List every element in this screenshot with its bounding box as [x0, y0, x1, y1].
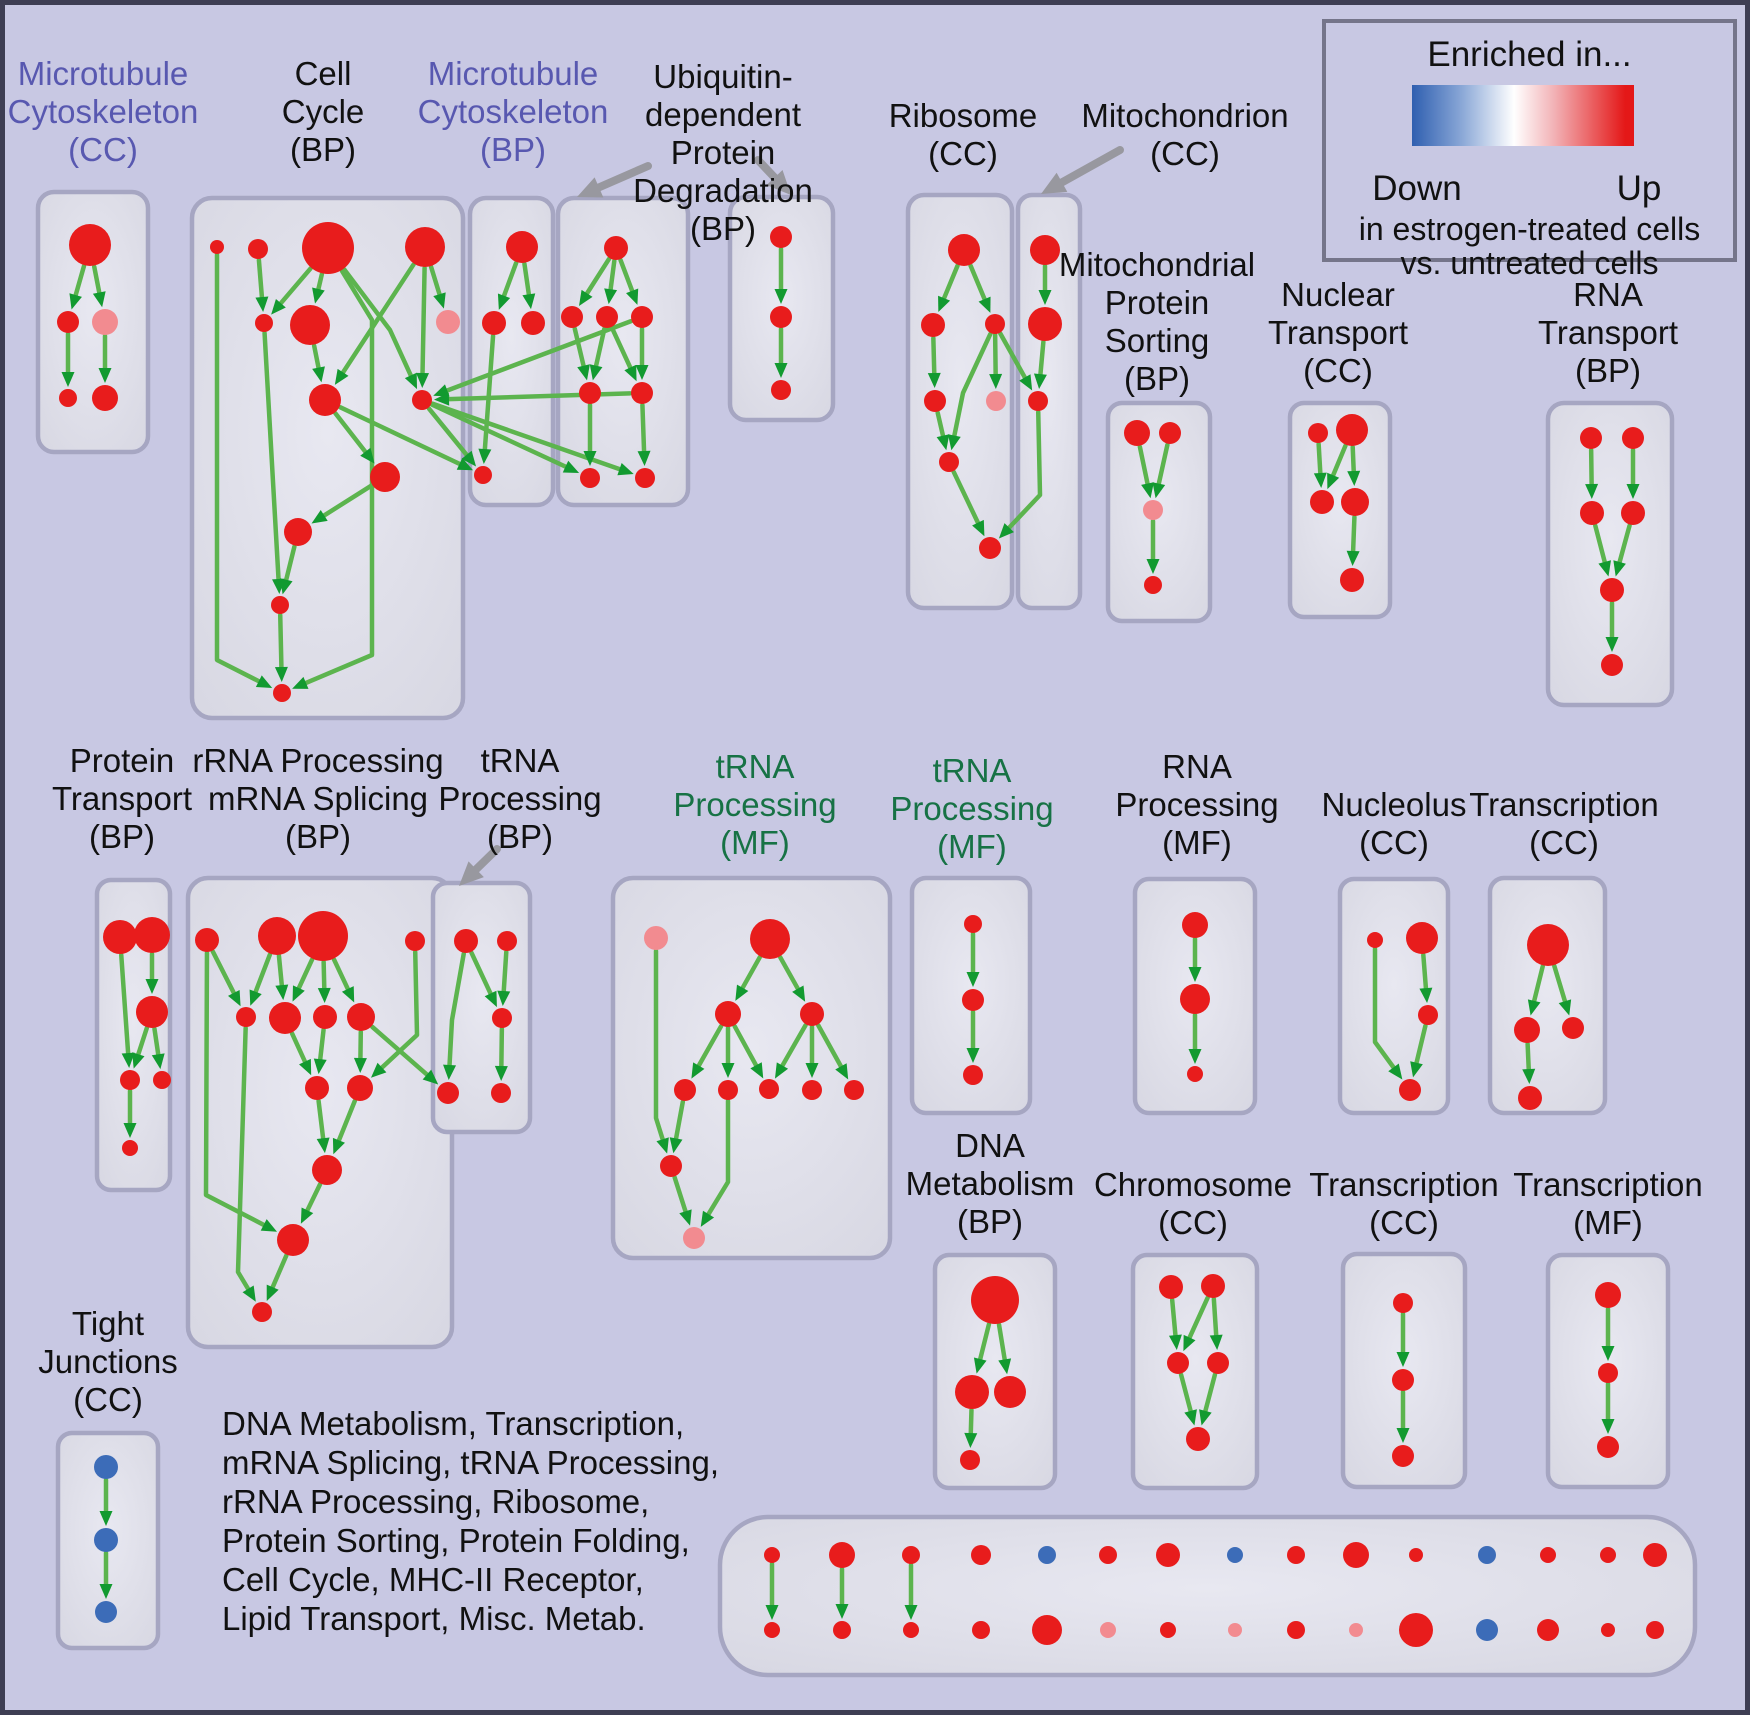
go-term-node-r6 [1028, 391, 1048, 411]
go-term-node-n2 [1336, 414, 1368, 446]
group-label-mito: Mitochondrion (CC) [1081, 97, 1289, 172]
group-label-rib: Ribosome (CC) [888, 97, 1038, 172]
go-term-node-u4 [631, 306, 653, 328]
go-term-node-u1 [604, 236, 628, 260]
go-term-node-r3 [985, 314, 1005, 334]
go-term-node-c7 [309, 384, 341, 416]
go-term-node-w14b [1601, 1623, 1615, 1637]
go-term-node-w12b [1476, 1619, 1498, 1641]
edge-k2-k3-shaft [504, 952, 507, 991]
edge-r3-r5-shaft [995, 335, 996, 374]
group-box-chr [1133, 1255, 1257, 1488]
go-term-node-d1 [971, 1276, 1019, 1324]
go-term-node-w8b [1228, 1623, 1242, 1637]
go-term-node-g1 [644, 926, 668, 950]
group-label-mbp: Microtubule Cytoskeleton (BP) [417, 55, 609, 168]
edge-c4-c9-shaft [423, 268, 425, 373]
go-term-node-e3 [298, 911, 348, 961]
go-term-node-g6 [718, 1080, 738, 1100]
edge-j2-j3-shaft [1423, 955, 1426, 988]
go-term-node-k2 [497, 931, 517, 951]
go-term-node-c12 [273, 684, 291, 702]
go-term-node-e7 [313, 1005, 337, 1029]
go-term-node-w15a [1643, 1543, 1667, 1567]
go-term-node-w1b [764, 1622, 780, 1638]
go-term-node-e12 [277, 1224, 309, 1256]
go-term-node-e6 [269, 1002, 301, 1034]
go-term-node-q3 [1580, 501, 1604, 525]
go-term-node-g5 [674, 1079, 696, 1101]
go-term-node-n1 [1308, 423, 1328, 443]
go-term-node-d2 [955, 1375, 989, 1409]
group-label-cc: Cell Cycle (BP) [281, 55, 365, 168]
go-term-node-w3a [902, 1546, 920, 1564]
go-term-node-tj1 [94, 1455, 118, 1479]
edge-d2-d4-shaft [971, 1410, 972, 1433]
go-term-node-w7b [1160, 1622, 1176, 1638]
go-term-node-c11 [271, 596, 289, 614]
go-term-node-j2 [1406, 922, 1438, 954]
go-term-node-u5 [579, 382, 601, 404]
go-term-node-c9 [412, 390, 432, 410]
go-term-node-w4a [971, 1545, 991, 1565]
go-term-node-p4 [120, 1070, 140, 1090]
go-term-node-r4 [924, 390, 946, 412]
legend-down-label [1372, 169, 1462, 209]
go-term-node-s4 [1144, 576, 1162, 594]
go-term-node-m1 [506, 231, 538, 263]
go-term-node-e9 [305, 1076, 329, 1100]
go-term-node-z2 [1598, 1363, 1618, 1383]
go-term-node-m2 [482, 311, 506, 335]
go-term-node-w10b [1349, 1623, 1363, 1637]
edge-x2-x4-shaft [1528, 1044, 1529, 1069]
legend-context-line1: in estrogen-treated cells [1358, 211, 1701, 247]
go-term-node-a3 [92, 309, 118, 335]
annot-line: DNA Metabolism, Transcription, [222, 1405, 685, 1442]
go-term-node-p6 [122, 1140, 138, 1156]
edge-r2-r4-shaft [933, 338, 934, 373]
go-term-node-s3 [1143, 500, 1163, 520]
group-label-msort: Mitochondrial Protein Sorting (BP) [1058, 246, 1256, 397]
group-label-ub: Ubiquitin-dependent Protein Degradation (BP) [633, 58, 813, 247]
go-term-node-f2 [1201, 1274, 1225, 1298]
go-term-node-h3 [963, 1065, 983, 1085]
go-term-node-h1 [964, 915, 982, 933]
go-term-node-q2 [1622, 427, 1644, 449]
go-term-node-i2 [1180, 984, 1210, 1014]
go-term-node-g4 [800, 1002, 824, 1026]
group-label-rrna: rRNA Processing mRNA Splicing (BP) [192, 742, 444, 855]
annot-line: rRNA Processing, Ribosome, [222, 1483, 650, 1520]
group-label-tcc2: Transcription (CC) [1309, 1166, 1499, 1241]
group-label-trmf2: tRNA Processing (MF) [890, 752, 1054, 865]
go-term-node-u7 [580, 468, 600, 488]
go-term-node-p3 [136, 996, 168, 1028]
go-term-node-e4 [405, 931, 425, 951]
legend-up-text: Up [1616, 169, 1662, 208]
go-term-node-w13a [1540, 1547, 1556, 1563]
go-term-node-w10a [1343, 1542, 1369, 1568]
group-label-rtr: RNA Transport (BP) [1538, 276, 1678, 389]
group-box-tcc1 [1490, 878, 1605, 1113]
go-term-node-k4 [437, 1082, 459, 1104]
go-term-node-u8 [635, 468, 655, 488]
go-term-node-w6a [1099, 1546, 1117, 1564]
legend-down-text: Down [1372, 169, 1462, 208]
go-term-node-c2 [248, 239, 268, 259]
annot-line: mRNA Splicing, tRNA Processing, [222, 1444, 720, 1481]
go-term-node-w3b [903, 1622, 919, 1638]
go-term-node-g11 [683, 1227, 705, 1249]
go-term-node-e11 [312, 1155, 342, 1185]
go-term-node-j1 [1367, 932, 1383, 948]
go-term-node-u2 [561, 306, 583, 328]
go-term-node-w12a [1478, 1546, 1496, 1564]
go-term-node-g10 [660, 1155, 682, 1177]
group-box-bottom [720, 1517, 1695, 1675]
go-term-node-e2 [258, 917, 296, 955]
go-term-node-g9 [844, 1080, 864, 1100]
go-term-node-y3 [1392, 1445, 1414, 1467]
go-term-node-r8 [979, 537, 1001, 559]
go-term-node-f4 [1207, 1352, 1229, 1374]
go-term-node-a4 [59, 389, 77, 407]
go-term-node-d3 [994, 1376, 1026, 1408]
go-term-node-w11a [1409, 1548, 1423, 1562]
go-term-node-g2 [750, 919, 790, 959]
group-label-tcc1: Transcription (CC) [1469, 786, 1659, 861]
go-term-node-w6b [1100, 1622, 1116, 1638]
go-term-node-v3 [771, 380, 791, 400]
go-term-node-x2 [1514, 1017, 1540, 1043]
go-term-node-h2 [962, 989, 984, 1011]
go-term-node-r7 [939, 452, 959, 472]
group-label-mcc: Microtubule Cytoskeleton (CC) [7, 55, 199, 168]
go-term-node-y1 [1393, 1293, 1413, 1313]
group-label-tmf: Transcription (MF) [1513, 1166, 1703, 1241]
go-term-node-k1 [454, 929, 478, 953]
edge-e2-e6-shaft [279, 956, 282, 985]
go-term-node-q1 [1580, 427, 1602, 449]
go-term-node-f1 [1159, 1275, 1183, 1299]
go-term-node-i1 [1182, 912, 1208, 938]
annot-line: Lipid Transport, Misc. Metab. [222, 1600, 646, 1637]
go-term-node-g8 [802, 1080, 822, 1100]
go-term-node-s1 [1124, 420, 1150, 446]
go-term-node-n3 [1310, 490, 1334, 514]
group-label-pt: Protein Transport (BP) [52, 742, 192, 855]
go-term-node-c1 [210, 240, 224, 254]
edge-c11-c12-shaft [280, 615, 281, 667]
edge-f2-f4-shaft [1214, 1299, 1216, 1335]
go-term-node-c8 [370, 462, 400, 492]
go-term-node-c4 [405, 227, 445, 267]
go-term-node-y2 [1392, 1369, 1414, 1391]
go-term-node-e8 [347, 1003, 375, 1031]
legend-up-label [1616, 169, 1662, 209]
group-label-rpmf: RNA Processing (MF) [1115, 748, 1279, 861]
go-term-node-a1 [69, 224, 111, 266]
go-term-node-a2 [57, 311, 79, 333]
annot-line: Protein Sorting, Protein Folding, [222, 1522, 690, 1559]
pointer-arrow-mito-shaft [1062, 150, 1120, 182]
go-term-node-t1 [1030, 235, 1060, 265]
go-term-node-p1 [103, 920, 137, 954]
go-term-node-w2a [829, 1542, 855, 1568]
legend-context-line2: vs. untreated cells [1400, 245, 1659, 281]
go-term-node-m3 [521, 311, 545, 335]
collapsed-categories-text [222, 1404, 719, 1638]
go-term-node-tj3 [95, 1601, 117, 1623]
go-term-node-r5 [986, 391, 1006, 411]
go-term-node-g3 [715, 1001, 741, 1027]
go-term-node-t2 [1028, 307, 1062, 341]
go-term-node-k5 [491, 1083, 511, 1103]
edge-c2-c5-shaft [259, 260, 262, 297]
go-term-node-v1 [770, 226, 792, 248]
edge-n4-n5-shaft [1353, 517, 1354, 551]
go-term-node-x3 [1562, 1017, 1584, 1039]
go-term-node-e5 [236, 1007, 256, 1027]
go-term-node-w14a [1600, 1547, 1616, 1563]
group-label-tj: Tight Junctions (CC) [38, 1305, 178, 1418]
edge-n1-n3-shaft [1319, 444, 1321, 473]
go-term-node-j3 [1418, 1005, 1438, 1025]
go-term-node-e10 [347, 1075, 373, 1101]
legend-box [1322, 19, 1737, 281]
go-term-node-w5a [1038, 1546, 1056, 1564]
go-term-node-q4 [1621, 501, 1645, 525]
go-term-node-u6 [631, 382, 653, 404]
edge-t2-r6-shaft [1040, 342, 1043, 374]
go-term-node-z1 [1595, 1282, 1621, 1308]
go-term-node-p5 [153, 1071, 171, 1089]
go-term-node-d4 [960, 1450, 980, 1470]
go-term-node-c3 [302, 222, 354, 274]
go-term-node-r2 [921, 313, 945, 337]
go-term-node-w9b [1287, 1621, 1305, 1639]
go-term-node-c10 [284, 518, 312, 546]
go-term-node-x4 [1518, 1086, 1542, 1110]
go-term-node-a5 [92, 385, 118, 411]
go-term-node-e13 [252, 1302, 272, 1322]
go-term-node-w13b [1537, 1619, 1559, 1641]
go-term-node-u3 [596, 306, 618, 328]
go-term-node-q5 [1600, 578, 1624, 602]
go-term-node-x1 [1527, 924, 1569, 966]
go-term-node-f5 [1186, 1427, 1210, 1451]
go-term-node-w4b [972, 1621, 990, 1639]
go-term-node-m4 [474, 466, 492, 484]
go-term-node-w15b [1646, 1621, 1664, 1639]
group-label-trbp: tRNA Processing (BP) [438, 742, 602, 855]
go-term-node-f3 [1167, 1352, 1189, 1374]
go-term-node-w7a [1156, 1543, 1180, 1567]
group-box-nuc [1340, 879, 1448, 1113]
go-term-node-w1a [764, 1547, 780, 1563]
go-term-node-w5b [1032, 1615, 1062, 1645]
go-term-node-w11b [1399, 1613, 1433, 1647]
go-term-node-r1 [948, 234, 980, 266]
go-term-node-w2b [833, 1621, 851, 1639]
edge-e3-e7-shaft [324, 962, 325, 988]
go-term-node-k3 [492, 1008, 512, 1028]
group-label-dna: DNA Metabolism (BP) [905, 1127, 1075, 1240]
edge-u6-u8-shaft [642, 405, 644, 451]
go-term-node-j4 [1399, 1079, 1421, 1101]
group-label-trmf1: tRNA Processing (MF) [673, 748, 837, 861]
go-term-node-s2 [1159, 422, 1181, 444]
go-term-node-c6 [290, 305, 330, 345]
group-label-ntr: Nuclear Transport (CC) [1268, 276, 1408, 389]
go-term-node-z3 [1597, 1436, 1619, 1458]
group-label-chr: Chromosome (CC) [1093, 1166, 1293, 1241]
go-term-node-g7 [759, 1079, 779, 1099]
go-term-node-cp [436, 310, 460, 334]
legend-title: Enriched in... [1427, 35, 1632, 74]
go-term-node-w9a [1287, 1546, 1305, 1564]
go-term-node-e1 [195, 928, 219, 952]
go-term-node-q6 [1601, 654, 1623, 676]
go-term-node-v2 [770, 306, 792, 328]
go-term-node-i3 [1187, 1066, 1203, 1082]
go-term-node-w8a [1227, 1547, 1243, 1563]
go-term-node-n4 [1341, 488, 1369, 516]
edge-n2-n4-shaft [1353, 447, 1354, 471]
go-term-node-c5 [255, 314, 273, 332]
legend-gradient-bar [1412, 85, 1634, 146]
go-term-node-p2 [134, 917, 170, 953]
group-label-nuc: Nucleolus (CC) [1321, 786, 1467, 861]
go-term-node-tj2 [94, 1528, 118, 1552]
annot-line: Cell Cycle, MHC-II Receptor, [222, 1561, 644, 1598]
go-term-node-n5 [1340, 568, 1364, 592]
